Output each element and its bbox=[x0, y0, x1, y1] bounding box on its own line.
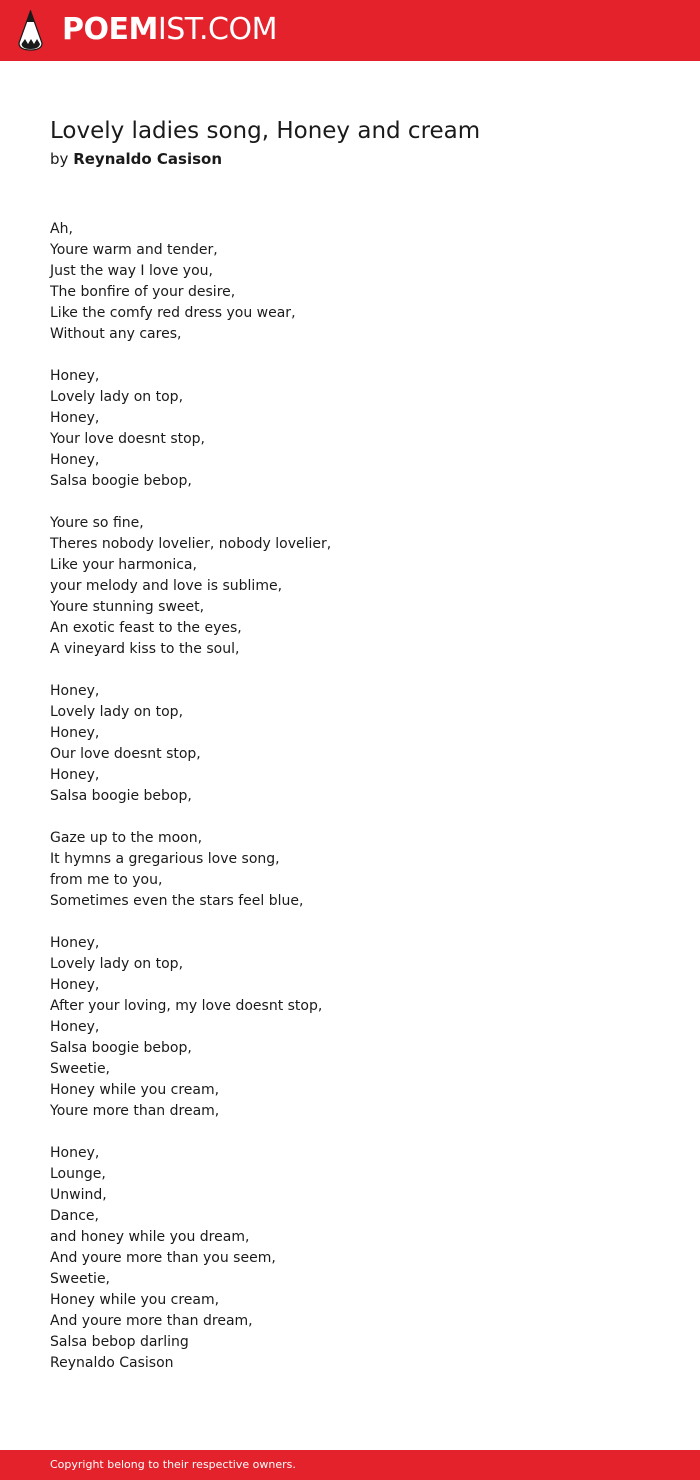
poem-line: Without any cares, bbox=[50, 326, 182, 342]
poem-line: Youre warm and tender, bbox=[50, 242, 218, 258]
poem-stanza bbox=[50, 366, 650, 492]
logo-text-bold: POEM bbox=[62, 12, 158, 47]
site-logo[interactable] bbox=[62, 12, 277, 48]
poem-body bbox=[50, 219, 650, 1395]
poem-line: Salsa boogie bebop, bbox=[50, 788, 192, 804]
poem-stanza bbox=[50, 681, 650, 807]
poem-line: Honey, bbox=[50, 725, 100, 741]
poem-line: Lovely lady on top, bbox=[50, 704, 184, 720]
poem-line: Dance, bbox=[50, 1208, 99, 1224]
poem-stanza bbox=[50, 828, 650, 912]
pencil-tip-icon[interactable] bbox=[17, 10, 44, 52]
poem-line: Lounge, bbox=[50, 1166, 106, 1182]
poem-line: And youre more than dream, bbox=[50, 1313, 253, 1329]
poem-line: Youre stunning sweet, bbox=[50, 599, 205, 615]
poem-line: Honey, bbox=[50, 767, 100, 783]
poem-line: Sometimes even the stars feel blue, bbox=[50, 893, 304, 909]
poem-stanza bbox=[50, 513, 650, 660]
poem-line: An exotic feast to the eyes, bbox=[50, 620, 242, 636]
poem-line: Theres nobody lovelier, nobody lovelier, bbox=[50, 536, 332, 552]
poem-line: Ah, bbox=[50, 221, 73, 237]
poem-line: Like the comfy red dress you wear, bbox=[50, 305, 296, 321]
site-footer bbox=[0, 1450, 700, 1480]
poem-line: Honey, bbox=[50, 935, 100, 951]
poem-line: Honey, bbox=[50, 410, 100, 426]
poem-line: Honey while you cream, bbox=[50, 1292, 220, 1308]
poem-line: Youre more than dream, bbox=[50, 1103, 220, 1119]
author-name: Reynaldo Casison bbox=[73, 150, 223, 168]
poem-line: A vineyard kiss to the soul, bbox=[50, 641, 240, 657]
poem-line: and honey while you dream, bbox=[50, 1229, 250, 1245]
logo-text-light: IST.COM bbox=[157, 12, 277, 47]
poem-line: And youre more than you seem, bbox=[50, 1250, 276, 1266]
poem-line: After your loving, my love doesnt stop, bbox=[50, 998, 323, 1014]
poem-line: Like your harmonica, bbox=[50, 557, 197, 573]
poem-line: Honey, bbox=[50, 368, 100, 384]
poem-line: Salsa boogie bebop, bbox=[50, 473, 192, 489]
poem-line: Honey, bbox=[50, 1145, 100, 1161]
poem-line: Gaze up to the moon, bbox=[50, 830, 203, 846]
poem-line: Honey, bbox=[50, 1019, 100, 1035]
site-header bbox=[0, 0, 700, 61]
poem-line: your melody and love is sublime, bbox=[50, 578, 283, 594]
poem-stanza bbox=[50, 219, 650, 345]
poem-line: Your love doesnt stop, bbox=[50, 431, 205, 447]
poem-line: Lovely lady on top, bbox=[50, 956, 184, 972]
poem-line: from me to you, bbox=[50, 872, 163, 888]
poem-line: Our love doesnt stop, bbox=[50, 746, 201, 762]
poem-line: Honey, bbox=[50, 977, 100, 993]
poem-line: Lovely lady on top, bbox=[50, 389, 184, 405]
by-label: by bbox=[50, 150, 69, 168]
poem-line: Sweetie, bbox=[50, 1271, 111, 1287]
poem-line: Honey, bbox=[50, 683, 100, 699]
poem-line: Salsa boogie bebop, bbox=[50, 1040, 192, 1056]
poem-line: Reynaldo Casison bbox=[50, 1355, 174, 1371]
poem-title: Lovely ladies song, Honey and cream bbox=[50, 118, 481, 144]
poem-line: Unwind, bbox=[50, 1187, 107, 1203]
copyright-text: Copyright belong to their respective owners. bbox=[50, 1458, 296, 1471]
poem-line: Just the way I love you, bbox=[50, 263, 213, 279]
poem-line: The bonfire of your desire, bbox=[50, 284, 236, 300]
poem-line: Salsa bebop darling bbox=[50, 1334, 189, 1350]
poem-line: Honey while you cream, bbox=[50, 1082, 220, 1098]
poem-line: Honey, bbox=[50, 452, 100, 468]
poem-line: Sweetie, bbox=[50, 1061, 111, 1077]
poem-line: It hymns a gregarious love song, bbox=[50, 851, 280, 867]
poem-line: Youre so fine, bbox=[50, 515, 144, 531]
poem-stanza bbox=[50, 1143, 650, 1374]
poem-stanza bbox=[50, 933, 650, 1122]
byline bbox=[50, 149, 222, 169]
